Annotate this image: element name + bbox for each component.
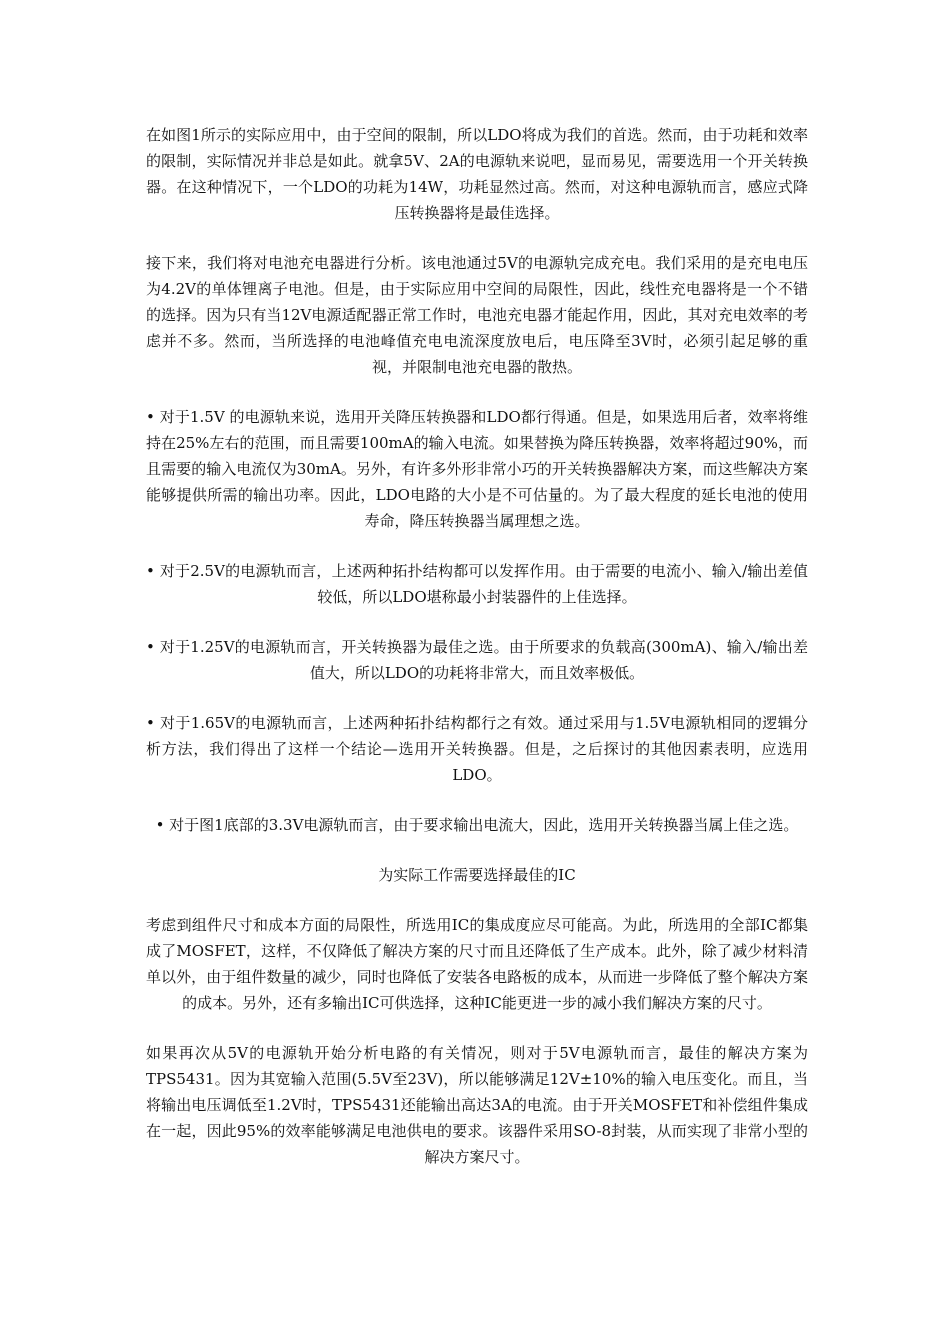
bullet-1-65v-rail: • 对于1.65V的电源轨而言，上述两种拓扑结构都行之有效。通过采用与1.5V电源轨相同的逻辑分析方法，我们得出了这样一个结论—选用开关转换器。但是，之后探讨的其他因素表明，应选用LDO。 — [146, 714, 808, 784]
bullet-3-3v-rail: • 对于图1底部的3.3V电源轨而言，由于要求输出电流大，因此，选用开关转换器当属上佳之选。 — [155, 816, 799, 834]
bullet-1-5v-rail: • 对于1.5V 的电源轨来说，选用开关降压转换器和LDO都行得通。但是，如果选用后者，效率将维持在25%左右的范围，而且需要100mA的输入电流。如果替换为降压转换器，效率将超过90%，而且需要的输入电流仅为30mA。另外，有许多外形非常小巧的开关转换器解决方案，而这些解决方案能够提供所需的输出功率。因此，LDO电路的大小是不可估量的。为了最大程度的延长电池的使用寿命，降压转换器当属理想之选。 — [146, 408, 808, 530]
bullet-2-5v-rail: • 对于2.5V的电源轨而言，上述两种拓扑结构都可以发挥作用。由于需要的电流小、输入/输出差值较低，所以LDO堪称最小封装器件的上佳选择。 — [146, 562, 808, 606]
section-heading: 为实际工作需要选择最佳的IC — [378, 866, 576, 884]
paragraph-ldo-intro: 在如图1所示的实际应用中，由于空间的限制，所以LDO将成为我们的首选。然而，由于功耗和效率的限制，实际情况并非总是如此。就拿5V、2A的电源轨来说吧，显而易见，需要选用一个开关转换器。在这种情况下，一个LDO的功耗为14W，功耗显然过高。然而，对这种电源轨而言，感应式降压转换器将是最佳选择。 — [146, 126, 808, 222]
paragraph-battery-charger: 接下来，我们将对电池充电器进行分析。该电池通过5V的电源轨完成充电。我们采用的是充电电压为4.2V的单体锂离子电池。但是，由于实际应用中空间的局限性，因此，线性充电器将是一个不错的选择。因为只有当12V电源适配器正常工作时，电池充电器才能起作用，因此，其对充电效率的考虑并不多。然而，当所选择的电池峰值充电电流深度放电后，电压降至3V时，必须引起足够的重视，并限制电池充电器的散热。 — [146, 254, 808, 376]
paragraph-integration: 考虑到组件尺寸和成本方面的局限性，所选用IC的集成度应尽可能高。为此，所选用的全部IC都集成了MOSFET，这样，不仅降低了解决方案的尺寸而且还降低了生产成本。此外，除了减少材料清单以外，由于组件数量的减少，同时也降低了安装各电路板的成本，从而进一步降低了整个解决方案的成本。另外，还有多输出IC可供选择，这种IC能更进一步的减小我们解决方案的尺寸。 — [146, 916, 808, 1012]
document-body — [146, 122, 808, 1194]
paragraph-tps5431: 如果再次从5V的电源轨开始分析电路的有关情况，则对于5V电源轨而言，最佳的解决方案为TPS5431。因为其宽输入范围(5.5V至23V)，所以能够满足12V±10%的输入电压变化。而且，当将输出电压调低至1.2V时，TPS5431还能输出高达3A的电流。由于开关MOSFET和补偿组件集成在一起，因此95%的效率能够满足电池供电的要求。该器件采用SO-8封装，从而实现了非常小型的解决方案尺寸。 — [146, 1044, 808, 1166]
bullet-1-25v-rail: • 对于1.25V的电源轨而言，开关转换器为最佳之选。由于所要求的负载高(300mA)、输入/输出差值大，所以LDO的功耗将非常大，而且效率极低。 — [146, 638, 808, 682]
